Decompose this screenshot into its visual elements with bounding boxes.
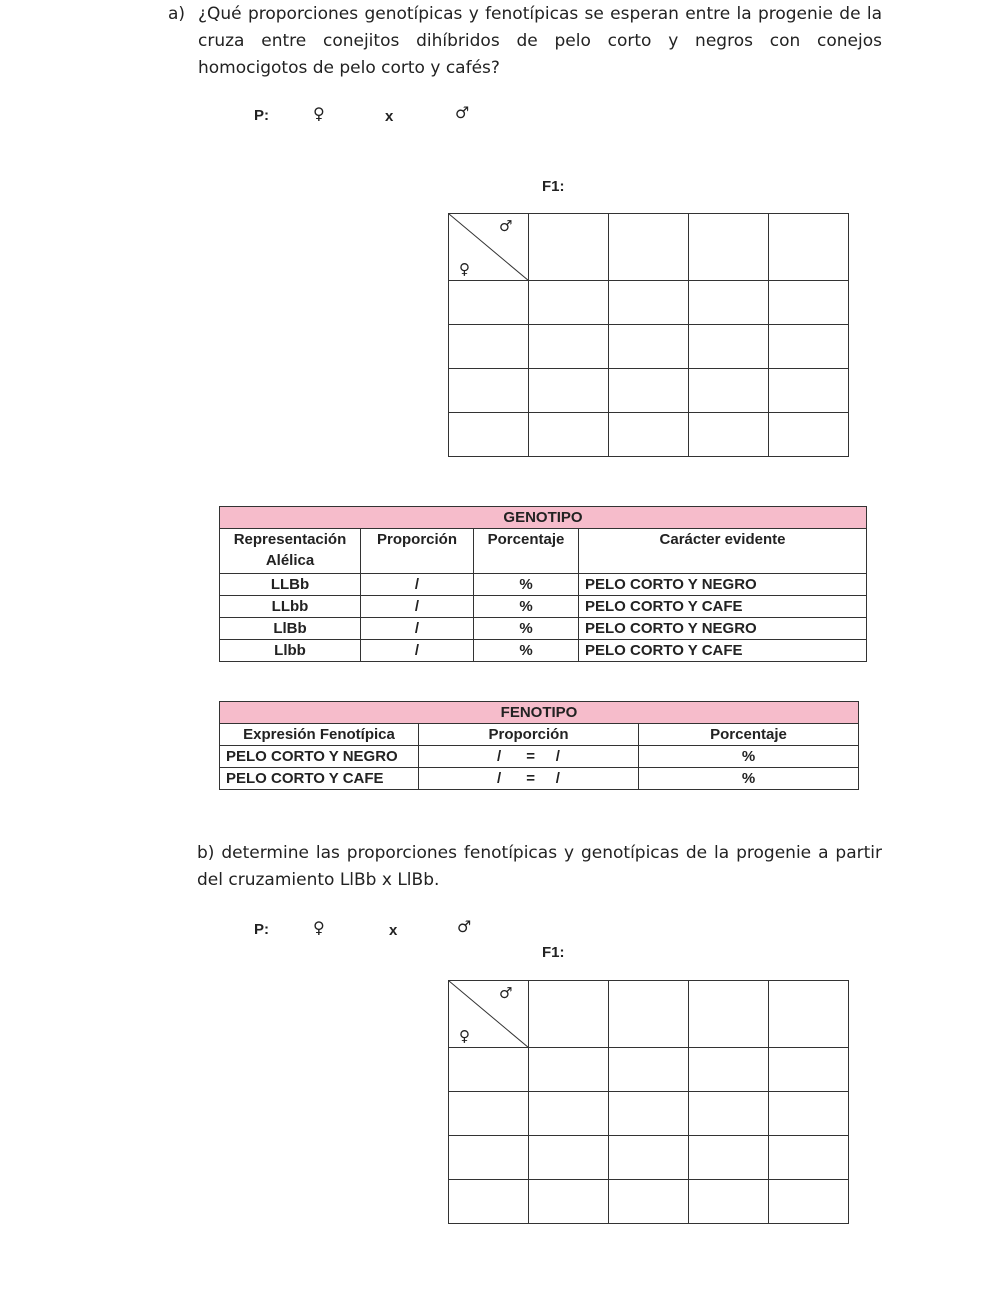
character-cell: PELO CORTO Y CAFE xyxy=(579,596,867,618)
percentage-cell[interactable]: % xyxy=(474,618,579,640)
cross-b-female-icon: ♀ xyxy=(313,918,325,937)
punnett-b-cell[interactable] xyxy=(689,1092,769,1136)
table-row xyxy=(220,574,867,596)
punnett-b-cell[interactable] xyxy=(769,1136,849,1180)
punnett-b-cell[interactable] xyxy=(689,1180,769,1224)
punnett-a-cell[interactable] xyxy=(529,413,609,457)
genotype-cell: LLBb xyxy=(220,574,361,596)
punnett-b-cell[interactable] xyxy=(529,1048,609,1092)
punnett-a-cell[interactable] xyxy=(689,413,769,457)
punnett-a-cell[interactable] xyxy=(689,214,769,281)
genotype-cell: LlBb xyxy=(220,618,361,640)
genotipo-title: GENOTIPO xyxy=(220,507,867,529)
punnett-square-b xyxy=(448,980,849,1224)
cross-b-p-label: P: xyxy=(254,921,269,938)
punnett-b-cell[interactable] xyxy=(449,1180,529,1224)
punnett-b-cell[interactable] xyxy=(689,981,769,1048)
table-row xyxy=(220,768,859,790)
cross-a-p-label: P: xyxy=(254,107,269,124)
punnett-a-cell[interactable] xyxy=(609,214,689,281)
genotipo-header: Representación Alélica xyxy=(220,529,361,574)
proportion-cell[interactable]: / = / xyxy=(419,768,639,790)
character-cell: PELO CORTO Y CAFE xyxy=(579,640,867,662)
punnett-b-cell[interactable] xyxy=(769,1180,849,1224)
cross-a-female-icon: ♀ xyxy=(313,104,325,123)
punnett-a-cell[interactable] xyxy=(449,413,529,457)
punnett-a-cell[interactable] xyxy=(769,281,849,325)
percentage-cell[interactable]: % xyxy=(474,640,579,662)
question-a-label: a) xyxy=(168,4,186,24)
cross-b-male-icon: ♂ xyxy=(457,917,472,936)
percentage-cell[interactable]: % xyxy=(639,746,859,768)
fenotipo-header: Proporción xyxy=(419,724,639,746)
punnett-a-cell[interactable] xyxy=(689,281,769,325)
punnett-b-cell[interactable] xyxy=(529,1180,609,1224)
proportion-cell[interactable]: / xyxy=(361,640,474,662)
punnett-b-cell[interactable] xyxy=(769,1048,849,1092)
punnett-a-cell[interactable] xyxy=(769,214,849,281)
cross-b-times: x xyxy=(389,922,398,939)
percentage-cell[interactable]: % xyxy=(474,574,579,596)
punnett-square-a xyxy=(448,213,849,457)
punnett-b-cell[interactable] xyxy=(609,1092,689,1136)
question-b: b) determine las proporciones fenotípicas y genotípicas de la progenie a partir del cruzamiento LlBb x LlBb. xyxy=(197,843,882,890)
table-row xyxy=(220,640,867,662)
punnett-b-cell[interactable] xyxy=(689,1136,769,1180)
genotipo-header: Proporción xyxy=(361,529,474,574)
punnett-b-cell[interactable] xyxy=(609,1048,689,1092)
punnett-a-cell[interactable] xyxy=(609,413,689,457)
punnett-a-cell[interactable] xyxy=(529,369,609,413)
punnett-a-cell[interactable] xyxy=(609,325,689,369)
punnett-a-cell[interactable] xyxy=(449,325,529,369)
punnett-a-male-icon: ♂ xyxy=(499,217,513,235)
table-row xyxy=(220,746,859,768)
punnett-a-cell[interactable] xyxy=(769,369,849,413)
phenotype-cell: PELO CORTO Y NEGRO xyxy=(220,746,419,768)
question-a xyxy=(168,1,882,82)
genotipo-table xyxy=(219,506,867,662)
cross-a-male-icon: ♂ xyxy=(455,103,470,122)
punnett-a-cell[interactable] xyxy=(769,325,849,369)
punnett-a-cell[interactable] xyxy=(689,325,769,369)
punnett-b-cell[interactable] xyxy=(769,981,849,1048)
punnett-a-cell[interactable] xyxy=(449,369,529,413)
table-row xyxy=(220,618,867,640)
punnett-a-cell[interactable] xyxy=(449,281,529,325)
genotype-cell: LLbb xyxy=(220,596,361,618)
fenotipo-header: Expresión Fenotípica xyxy=(220,724,419,746)
punnett-b-cell[interactable] xyxy=(609,981,689,1048)
punnett-a-cell[interactable] xyxy=(609,281,689,325)
punnett-a-cell[interactable] xyxy=(689,369,769,413)
fenotipo-table xyxy=(219,701,859,790)
punnett-a-female-icon: ♀ xyxy=(459,260,470,278)
punnett-a-corner xyxy=(449,214,529,281)
question-a-text: ¿Qué proporciones genotípicas y fenotípicas se esperan entre la progenie de la cruza entre conejitos dihíbridos de pelo corto y negros con conejos homocigotos de pelo corto y cafés? xyxy=(198,4,882,78)
punnett-b-cell[interactable] xyxy=(529,1136,609,1180)
cross-b-f1-label: F1: xyxy=(542,944,565,961)
punnett-a-cell[interactable] xyxy=(529,281,609,325)
genotype-cell: Llbb xyxy=(220,640,361,662)
punnett-a-cell[interactable] xyxy=(609,369,689,413)
table-row xyxy=(220,596,867,618)
character-cell: PELO CORTO Y NEGRO xyxy=(579,618,867,640)
phenotype-cell: PELO CORTO Y CAFE xyxy=(220,768,419,790)
punnett-b-cell[interactable] xyxy=(449,1136,529,1180)
punnett-b-cell[interactable] xyxy=(609,1180,689,1224)
punnett-b-cell[interactable] xyxy=(529,981,609,1048)
proportion-cell[interactable]: / xyxy=(361,596,474,618)
punnett-b-cell[interactable] xyxy=(449,1048,529,1092)
punnett-b-corner xyxy=(449,981,529,1048)
genotipo-header: Porcentaje xyxy=(474,529,579,574)
punnett-b-cell[interactable] xyxy=(769,1092,849,1136)
genotipo-header: Carácter evidente xyxy=(579,529,867,574)
punnett-a-cell[interactable] xyxy=(529,214,609,281)
cross-a-times: x xyxy=(385,108,394,125)
punnett-b-cell[interactable] xyxy=(529,1092,609,1136)
punnett-a-cell[interactable] xyxy=(769,413,849,457)
punnett-b-male-icon: ♂ xyxy=(499,984,513,1002)
cross-a-f1-label: F1: xyxy=(542,178,565,195)
proportion-cell[interactable]: / xyxy=(361,618,474,640)
punnett-a-cell[interactable] xyxy=(529,325,609,369)
percentage-cell[interactable]: % xyxy=(474,596,579,618)
punnett-b-cell[interactable] xyxy=(609,1136,689,1180)
percentage-cell[interactable]: % xyxy=(639,768,859,790)
punnett-b-cell[interactable] xyxy=(449,1092,529,1136)
proportion-cell[interactable]: / = / xyxy=(419,746,639,768)
punnett-b-female-icon: ♀ xyxy=(459,1027,470,1045)
punnett-b-cell[interactable] xyxy=(689,1048,769,1092)
proportion-cell[interactable]: / xyxy=(361,574,474,596)
fenotipo-header: Porcentaje xyxy=(639,724,859,746)
fenotipo-title: FENOTIPO xyxy=(220,702,859,724)
character-cell: PELO CORTO Y NEGRO xyxy=(579,574,867,596)
